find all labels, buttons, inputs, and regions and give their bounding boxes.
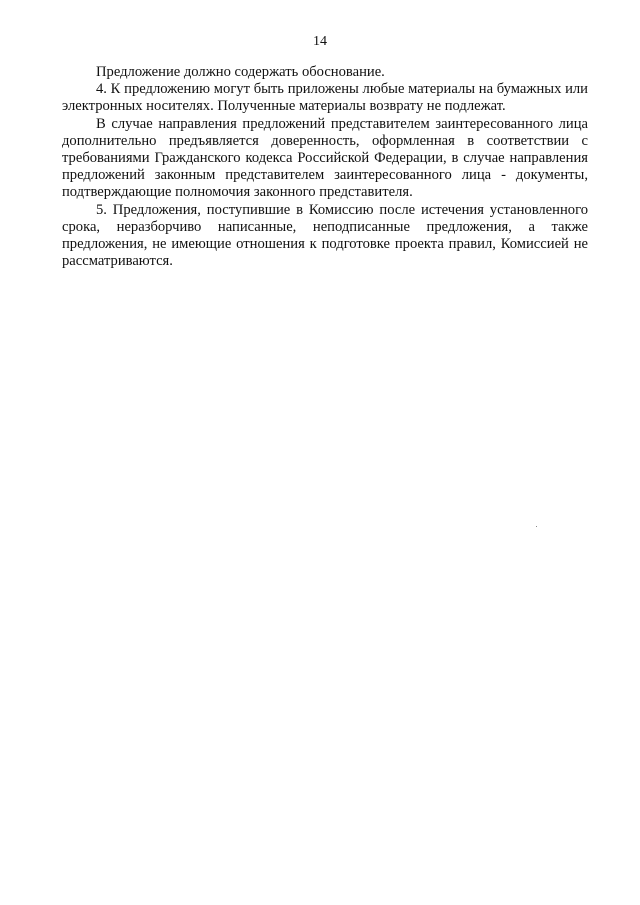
paragraph-justification: Предложение должно содержать обоснование. [96, 64, 385, 80]
paragraph-item-4: 4. К предложению могут быть приложены любые материалы на бумажных или электронных носителях. Полученные материалы возврату не подлежат. [62, 81, 588, 115]
body-text [62, 64, 588, 270]
paragraph-item-5: 5. Предложения, поступившие в Комиссию после истечения установленного срока, неразборчиво написанные, неподписанные предложения, а также предложения, не имеющие отношения к подготовке проекта правил, Комиссией не рассматриваются. [62, 201, 588, 270]
scan-speck [536, 526, 537, 527]
page-number: 14 [313, 34, 327, 49]
paragraph-representative: В случае направления предложений представителем заинтересованного лица дополнительно предъявляется доверенность, оформленная в соответствии с требованиями Гражданского кодекса Российской Федерации, в случае направления предложений законным представителем заинтересованного лица - документы, подтверждающие полномочия законного представителя. [62, 115, 588, 201]
